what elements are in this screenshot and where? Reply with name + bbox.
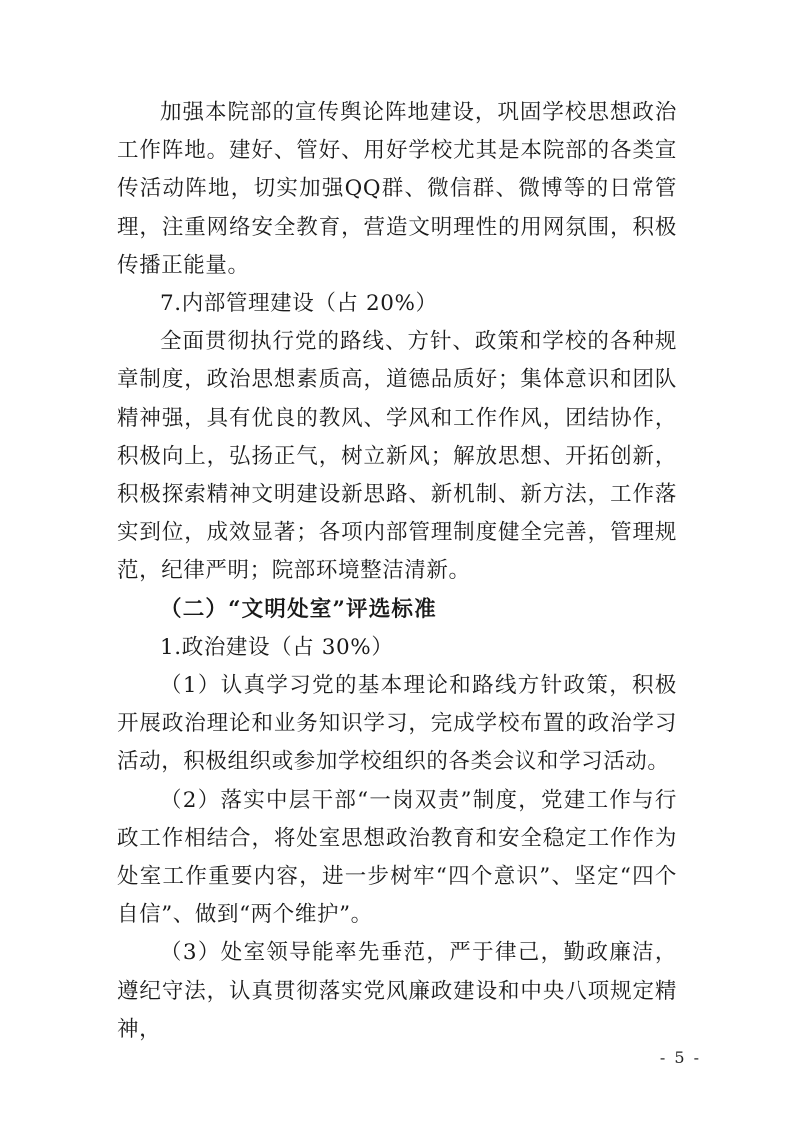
section-heading-civilized-office: （二）“文明处室”评选标准 [160,596,437,622]
item-political-construction-title: 1.政治建设（占 30%） [160,634,394,660]
paragraph-item-3: （3）处室领导能率先垂范，严于律己，勤政廉洁，遵纪守法，认真贯彻落实党风廉政建设和中央八项规定精神， [117,940,677,1042]
paragraph-internal-management: 全面贯彻执行党的路线、方针、政策和学校的各种规章制度，政治思想素质高，道德品质好；集体意识和团队精神强，具有优良的教风、学风和工作作风，团结协作，积极向上，弘扬正气，树立新风；解放思想、开拓创新，积极探索精神文明建设新思路、新机制、新方法，工作落实到位，成效显著；各项内部管理制度健全完善，管理规范，纪律严明；院部环境整洁清新。 [117,329,677,584]
page-number: - 5 - [659,1048,701,1067]
paragraph-item-1: （1）认真学习党的基本理论和路线方针政策，积极开展政治理论和业务知识学习，完成学校布置的政治学习活动，积极组织或参加学校组织的各类会议和学习活动。 [117,673,677,775]
paragraph-item-2: （2）落实中层干部“一岗双责”制度，党建工作与行政工作相结合，将处室思想政治教育和安全稳定工作作为处室工作重要内容，进一步树牢“四个意识”、坚定“四个自信”、做到“两个维护”。 [117,787,677,928]
paragraph-propaganda-front: 加强本院部的宣传舆论阵地建设，巩固学校思想政治工作阵地。建好、管好、用好学校尤其是本院部的各类宣传活动阵地，切实加强QQ群、微信群、微博等的日常管理，注重网络安全教育，营造文明理性的用网氛围，积极传播正能量。 [117,100,677,278]
item-internal-management-title: 7.内部管理建设（占 20%） [160,291,438,317]
document-body [117,94,677,1049]
